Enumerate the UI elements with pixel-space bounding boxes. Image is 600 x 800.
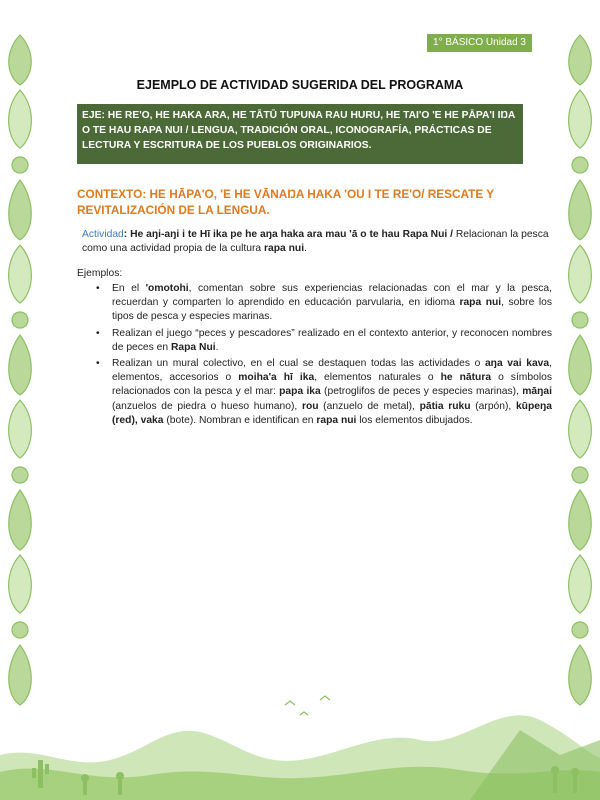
example-bold: kūpeŋa (red), vaka [112,400,553,426]
example-text: (arpón), [470,400,516,412]
actividad-bold-end: rapa nui [264,243,305,254]
example-bold: aŋa vai kava [484,358,550,370]
example-bold: rapa nui [459,297,502,309]
example-text: o símbolos relacionados con la pesca y el mar: [112,372,552,398]
example-bold: 'omotohi [145,283,189,294]
example-bold: Rapa Nui [170,341,216,353]
actividad-colon: : [123,229,131,240]
example-text: los elementos dibujados. [356,414,473,426]
actividad-text: Relacionan la pesca como una actividad propia de la cultura [82,229,549,254]
list-item [96,327,552,355]
bullet-icon: • [96,358,100,370]
example-text: , elementos naturales o [314,372,441,384]
example-text: , sobre los tipos de pesca y especies marinas. [112,297,552,323]
example-text: (petroglifos de peces y especies marinas), [320,386,523,398]
example-text: Realizan un mural colectivo, en el cual se destaquen todas las actividades o [112,358,485,370]
landscape-illustration [0,660,600,800]
example-text: (anzuelos de piedra o hueso humano), [112,400,302,412]
ejemplos-label: Ejemplos: [77,268,123,279]
example-text: Realizan el juego “peces y pescadores” realizado en el contexto anterior, y reconocen nombres de peces en [112,327,552,353]
example-bold: moiha'a hī ika [238,372,315,384]
example-bold: māŋai [522,386,552,398]
page-title: EJEMPLO DE ACTIVIDAD SUGERIDA DEL PROGRAMA [136,78,464,92]
bullet-icon: • [96,283,100,294]
list-item [96,357,552,428]
decorative-border-left [0,30,40,730]
example-text: En el [112,283,146,294]
example-bold: rapa nui [316,414,357,426]
grade-unit-badge: 1° BÁSICO Unidad 3 [427,34,532,52]
example-bold: pātia ruku [419,400,471,412]
example-bold: rou [301,400,319,412]
actividad-end: . [304,243,307,254]
decorative-border-right [560,30,600,730]
example-bold: papa ika [279,386,321,398]
bullet-icon: • [96,327,100,339]
eje-box: EJE: HE RE'O, HE HAKA ARA, HE TĀTŪ TUPUNA RAU HURU, HE TAI'O 'E HE PĀPA'I IŊA O TE HAU RAPA NUI / LENGUA, TRADICIÓN ORAL, ICONOGRAFÍA, PRÁCTICAS DE LECTURA Y ESCRITURA DE LOS PUEBLOS ORIGINARIOS. [77,104,523,164]
example-bold: he nātura [440,372,492,384]
example-text: (bote). Nombran e identifican en [163,414,317,426]
list-item [96,282,552,325]
actividad-title: He aŋi-aŋi i te Hī ika pe he aŋa haka ara mau 'ā o te hau Rapa Nui / [130,229,456,240]
actividad-label: Actividad [82,229,124,240]
example-text: , elementos, accesorios o [112,358,552,384]
example-text: . [215,341,219,353]
examples-list [96,282,552,430]
actividad-paragraph [82,228,554,256]
example-text: , comentan sobre sus experiencias relacionadas con el mar y la pesca, recuerdan y comparten lo aprendido en educación parvularia, en idioma [112,283,552,309]
contexto-heading: CONTEXTO: HE HĀPA'O, 'E HE VĀNAŊA HAKA 'OU I TE RE'O/ RESCATE Y REVITALIZACIÓN DE LA LENGUA. [77,187,494,217]
example-text: (anzuelo de metal), [318,400,420,412]
